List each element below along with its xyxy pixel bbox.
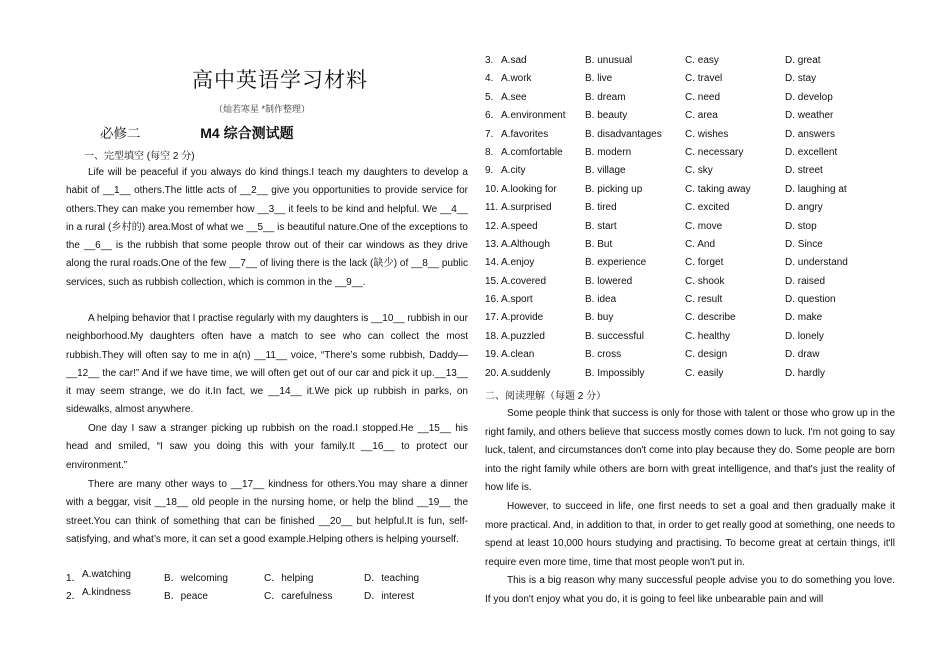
question-number: 9.	[485, 165, 494, 177]
question-number: 3.	[485, 55, 494, 66]
option-c: C. easily	[685, 367, 724, 379]
subtitle	[100, 122, 294, 143]
option-b: B. But	[585, 238, 613, 250]
option-row	[485, 129, 895, 147]
option-row	[485, 349, 895, 367]
option-d: D. question	[785, 294, 836, 306]
option-d: D. angry	[785, 202, 823, 214]
option-b: B．peace	[164, 591, 208, 603]
option-d: D. develop	[785, 91, 833, 103]
option-b: B. buy	[585, 312, 614, 324]
option-d: D. lonely	[785, 330, 824, 342]
question-number: 15.	[485, 275, 499, 287]
option-a: A.comfortable	[501, 146, 563, 158]
question-number: 20.	[485, 367, 499, 379]
question-number: 19.	[485, 349, 499, 361]
option-a: A.kindness	[82, 587, 131, 599]
option-b: B. dream	[585, 91, 626, 103]
option-c: C. area	[685, 110, 718, 122]
option-b: B. tired	[585, 202, 617, 214]
option-c: C. travel	[685, 73, 723, 85]
question-number: 13.	[485, 238, 499, 250]
cloze-paragraph-2: A helping behavior that I practise regularly with my daughters is __10__ rubbish in our neighborhood.My daughters often have a match to see who can collect the most rubbish.They will often say to me in a(n) __11__ voice, “There’s some rubbish, Daddy—__12__ the car!” And if we have time, we will often get out of our car and pick it up.__13__ it may seem strange, we do it.In fact, we __14__ it.We pick up rubbish in parks, on sidewalks, almost anywhere.	[66, 313, 468, 416]
option-b: B. live	[585, 73, 613, 85]
option-d: D. stop	[785, 220, 817, 232]
option-c: C. wishes	[685, 128, 729, 140]
option-c: C. taking away	[685, 183, 751, 195]
question-number: 11.	[485, 202, 499, 214]
option-b: B. start	[585, 220, 617, 232]
option-row	[485, 294, 895, 312]
option-a: A.provide	[501, 312, 544, 324]
option-a: A.watching	[82, 569, 131, 580]
question-number: 4.	[485, 73, 494, 85]
option-row	[485, 221, 895, 239]
reading-paragraph-3: This is a big reason why many successful people advise you to do something you love. If you don't enjoy what you do, it is going to feel like unbearable pain and will	[485, 575, 895, 605]
subtitle-book: 必修二	[100, 126, 141, 141]
option-d: D. answers	[785, 128, 836, 140]
option-b: B. unusual	[585, 55, 633, 66]
question-number: 12.	[485, 220, 499, 232]
option-row	[66, 587, 468, 605]
options-right	[485, 55, 895, 386]
option-row	[485, 184, 895, 202]
page-title: 高中英语学习材料	[192, 68, 368, 92]
option-c: C. easy	[685, 55, 719, 66]
option-a: A.Although	[501, 238, 550, 250]
option-a: A.work	[501, 73, 532, 85]
option-d: D. raised	[785, 275, 826, 287]
option-b: B. lowered	[585, 275, 633, 287]
option-d: D. hardly	[785, 367, 826, 379]
option-c: C．carefulness	[264, 591, 333, 603]
cloze-paragraph-3: One day I saw a stranger picking up rubbish on the road.I stopped.He __15__ his head and smiled, “I saw you doing this with your family.It __16__ to protect our environment.”	[66, 423, 468, 471]
option-d: D．teaching	[364, 573, 420, 584]
option-b: B. experience	[585, 257, 647, 269]
option-a: A.speed	[501, 220, 538, 232]
option-row	[485, 110, 895, 128]
option-d: D. Since	[785, 238, 823, 250]
option-a: A.clean	[501, 349, 535, 361]
option-a: A.surprised	[501, 202, 552, 214]
option-c: C. need	[685, 91, 721, 103]
option-d: D. stay	[785, 73, 817, 85]
option-a: A.city	[501, 165, 526, 177]
reading-paragraph-2: However, to succeed in life, one first needs to set a goal and then gradually make it more practical. And, in addition to that, in order to get really good at something, one needs to spend at least 10,000 hours studying and practising. To become great at certain things, it'll require even more time, time that most people won't put in.	[485, 501, 895, 568]
option-b: B. modern	[585, 146, 632, 158]
question-number: 10.	[485, 183, 499, 195]
question-number: 17.	[485, 312, 499, 324]
option-a: A.sport	[501, 294, 533, 306]
option-d: D. great	[785, 55, 821, 66]
option-a: A.suddenly	[501, 367, 551, 379]
option-c: C. result	[685, 294, 723, 306]
option-row	[485, 147, 895, 165]
option-b: B. disadvantages	[585, 128, 662, 140]
option-a: A.puzzled	[501, 330, 545, 342]
section1-heading: 一、完型填空 (每空 2 分)	[84, 151, 195, 162]
option-row	[66, 569, 468, 587]
option-b: B．welcoming	[164, 573, 228, 584]
option-b: B. Impossibly	[585, 367, 645, 379]
option-row	[485, 73, 895, 91]
option-b: B. successful	[585, 330, 644, 342]
credit-line: （灿若寒星 *制作整理）	[214, 104, 311, 114]
question-number: 16.	[485, 294, 499, 306]
option-c: C. describe	[685, 312, 736, 324]
option-d: D. excellent	[785, 146, 838, 158]
option-b: B. idea	[585, 294, 617, 306]
question-number: 7.	[485, 128, 494, 140]
option-b: B. beauty	[585, 110, 628, 122]
option-d: D. make	[785, 312, 823, 324]
reading-paragraph-1: Some people think that success is only for those with talent or those who grow up in the right family, and others believe that success mostly comes down to luck. I'm not going to say luck, talent, and circumstances don't come into play because they do. Some people are born into the right family while others are born with great intelligence, and that's just the reality of how life is.	[485, 408, 895, 493]
option-row	[485, 55, 895, 73]
question-number: 6.	[485, 110, 494, 122]
options-left	[66, 569, 468, 606]
option-a: A.see	[501, 91, 527, 103]
option-a: A.enjoy	[501, 257, 535, 269]
question-number: 18.	[485, 330, 499, 342]
cloze-paragraph-1: Life will be peaceful if you always do kind things.I teach my daughters to develop a habit of __1__ others.The little acts of __2__ give you opportunities to provide service for others.They can make you remember how __3__ it feels to be kind and helpful. We __4__ in a rural (乡村的) area.Most of what we __5__ is beautiful nature.One of the exceptions to the __6__ is the rubbish that some people throw out of their car windows as they drive along the rural roads.One of the few __7__ of living there is the lack (缺少) of __8__ public services, such as rubbish collection, which is common in the __9__.	[66, 167, 468, 288]
option-d: D. weather	[785, 110, 834, 122]
option-c: C. excited	[685, 202, 730, 214]
option-row	[485, 368, 895, 386]
option-c: C. move	[685, 220, 723, 232]
question-number: 8.	[485, 146, 494, 158]
option-a: A.sad	[501, 55, 527, 66]
option-d: D. draw	[785, 349, 820, 361]
option-c: C. sky	[685, 165, 713, 177]
option-c: C. design	[685, 349, 728, 361]
option-row	[485, 202, 895, 220]
section2-heading: 二、阅读理解（每题 2 分）	[485, 391, 607, 402]
cloze-paragraph-4: There are many other ways to __17__ kindness for others.You may share a dinner with a beggar, visit __18__ old people in the nursing home, or help the blind __19__ the street.You can think of something that can be finished __20__ but helpful.It is fun, self-satisfying, and what’s more, it can set a good example.Helping others is helping yourself.	[66, 479, 468, 545]
question-number: 14.	[485, 257, 499, 269]
question-number: 1．	[66, 573, 82, 584]
option-row	[485, 239, 895, 257]
option-b: B. cross	[585, 349, 622, 361]
option-c: C. necessary	[685, 146, 744, 158]
option-row	[485, 165, 895, 183]
option-d: D. street	[785, 165, 823, 177]
option-c: C．helping	[264, 573, 314, 584]
option-row	[485, 257, 895, 275]
option-a: A.covered	[501, 275, 547, 287]
option-d: D．interest	[364, 591, 415, 603]
option-b: B. picking up	[585, 183, 643, 195]
option-row	[485, 331, 895, 349]
question-number: 5.	[485, 91, 494, 103]
subtitle-test: M4 综合测试题	[200, 125, 294, 141]
option-row	[485, 312, 895, 330]
option-d: D. laughing at	[785, 183, 847, 195]
option-c: C. forget	[685, 257, 724, 269]
option-c: C. healthy	[685, 330, 731, 342]
option-c: C. And	[685, 238, 716, 250]
option-b: B. village	[585, 165, 626, 177]
option-row	[485, 92, 895, 110]
option-c: C. shook	[685, 275, 725, 287]
option-a: A.environment	[501, 110, 566, 122]
option-a: A.favorites	[501, 128, 549, 140]
option-row	[485, 276, 895, 294]
option-a: A.looking for	[501, 183, 557, 195]
question-number: 2．	[66, 591, 82, 603]
option-d: D. understand	[785, 257, 848, 269]
